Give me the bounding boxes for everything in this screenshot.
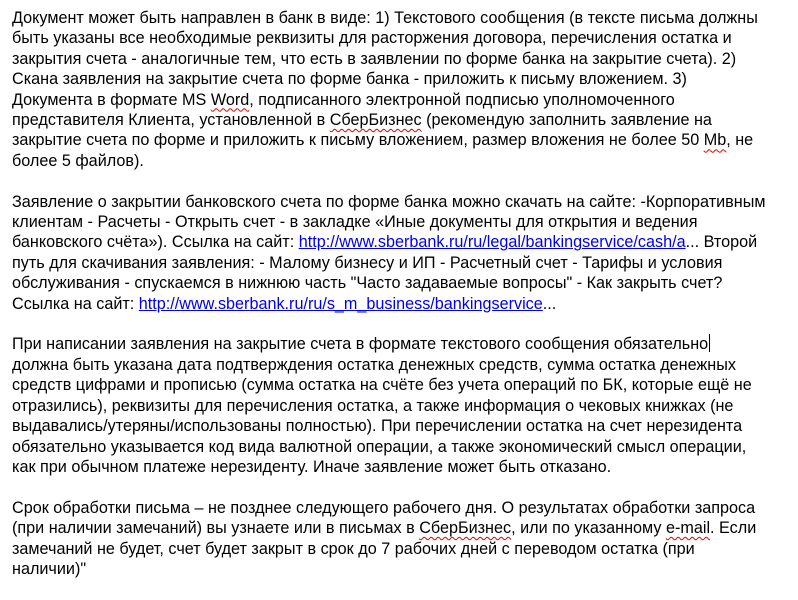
text-cursor (709, 334, 710, 352)
text-line: должна быть указана дата подтверждения остатка денежных средств, сумма остатка денежных (12, 355, 736, 374)
text-line (12, 130, 792, 150)
text-line (12, 90, 792, 110)
text-line: отразились), реквизиты для перечисления остатка, а также информация о чековых книжках (не (12, 396, 734, 415)
text-line: Скана заявления на закрытие счета по форме банка - приложить к письму вложением. 3) (12, 70, 687, 89)
paragraph-3 (12, 334, 792, 477)
paragraph-2 (12, 192, 792, 314)
text-run: банковского счёта»). Ссылка на сайт: (12, 233, 299, 252)
text-line (12, 232, 792, 252)
document-body[interactable] (12, 8, 792, 600)
text-line: наличии)" (12, 559, 87, 578)
text-line: Срок обработки письма – не позднее следующего рабочего дня. О результатах обработки запроса (12, 498, 756, 517)
text-line: путь для скачивания заявления: - Малому бизнесу и ИП - Расчетный счет - Тарифы и условия (12, 253, 723, 272)
text-line: быть указаны все необходимые реквизиты для расторжения договора, перечисления остатка и (12, 29, 732, 48)
text-run: , не (726, 131, 754, 150)
text-run: ... (542, 294, 557, 313)
paragraph-1 (12, 8, 792, 171)
text-line: более 5 файлов). (12, 151, 144, 170)
text-line: Документ может быть направлен в банк в виде: 1) Текстового сообщения (в тексте письма должны (12, 9, 758, 27)
small-business-link[interactable]: http://www.sberbank.ru/ru/s_m_business/bankingservice (138, 294, 543, 313)
text-line: выдавались/утеряны/использованы полностью). При перечислении остатка на счет нерезидента (12, 417, 743, 436)
text-run: (рекомендую заполнить заявление на (421, 111, 712, 130)
text-line: замечаний не будет, счет будет закрыт в срок до 7 рабочих дней с переводом остатка (при (12, 539, 695, 558)
spellcheck-word: СберБизнес (329, 111, 422, 130)
text-line (12, 518, 792, 538)
spellcheck-word: СберБизнес (419, 519, 512, 538)
text-line: обязательно указывается код вида валютной операции, а также экономический смысл операции, (12, 437, 747, 456)
text-line: Заявление о закрытии банковского счета по форме банка можно скачать на сайте: -Корпоративным (12, 192, 766, 211)
text-line (12, 334, 792, 354)
text-line (12, 110, 792, 130)
cash-services-link[interactable]: http://www.sberbank.ru/ru/legal/bankingservice/cash/a (298, 233, 686, 252)
text-run: При написании заявления на закрытие счета в формате текстового сообщения обязательно (12, 335, 709, 354)
spellcheck-word: Word (210, 90, 250, 109)
text-run: закрытие счета по форме и приложить к письму вложением, размер вложения не более 50 (12, 131, 704, 150)
text-run: представителя Клиента, установленной в (12, 111, 330, 130)
text-run: , или по указанному (511, 519, 666, 538)
text-line: средств цифрами и прописью (сумма остатка на счёте без учета операций по БК, которые ещё не (12, 376, 752, 395)
spellcheck-word: Mb (703, 131, 727, 150)
text-line: закрытия счета - аналогичные тем, что есть в заявлении по форме банка на закрытие счета). 2) (12, 49, 737, 68)
text-run: . Если (710, 519, 757, 538)
text-line: как при обычном платеже нерезиденту. Иначе заявление может быть отказано. (12, 457, 612, 476)
text-run: Ссылка на сайт: (12, 294, 139, 313)
text-run: ... Второй (685, 233, 758, 252)
text-run: Документа в формате MS (12, 90, 211, 109)
text-run: (при наличии замечаний) вы узнаете или в письмах в (12, 519, 420, 538)
text-run: , подписанного электронной подписью уполномоченного (249, 90, 675, 109)
text-line (12, 294, 792, 314)
text-line: обслуживания - спускаемся в нижнюю часть "Часто задаваемые вопросы" - Как закрыть счет? (12, 274, 723, 293)
paragraph-4 (12, 498, 792, 580)
spellcheck-word: e-mail (665, 519, 711, 538)
text-line: клиентам - Расчеты - Открыть счет - в закладке «Иные документы для открытия и ведения (12, 213, 698, 232)
